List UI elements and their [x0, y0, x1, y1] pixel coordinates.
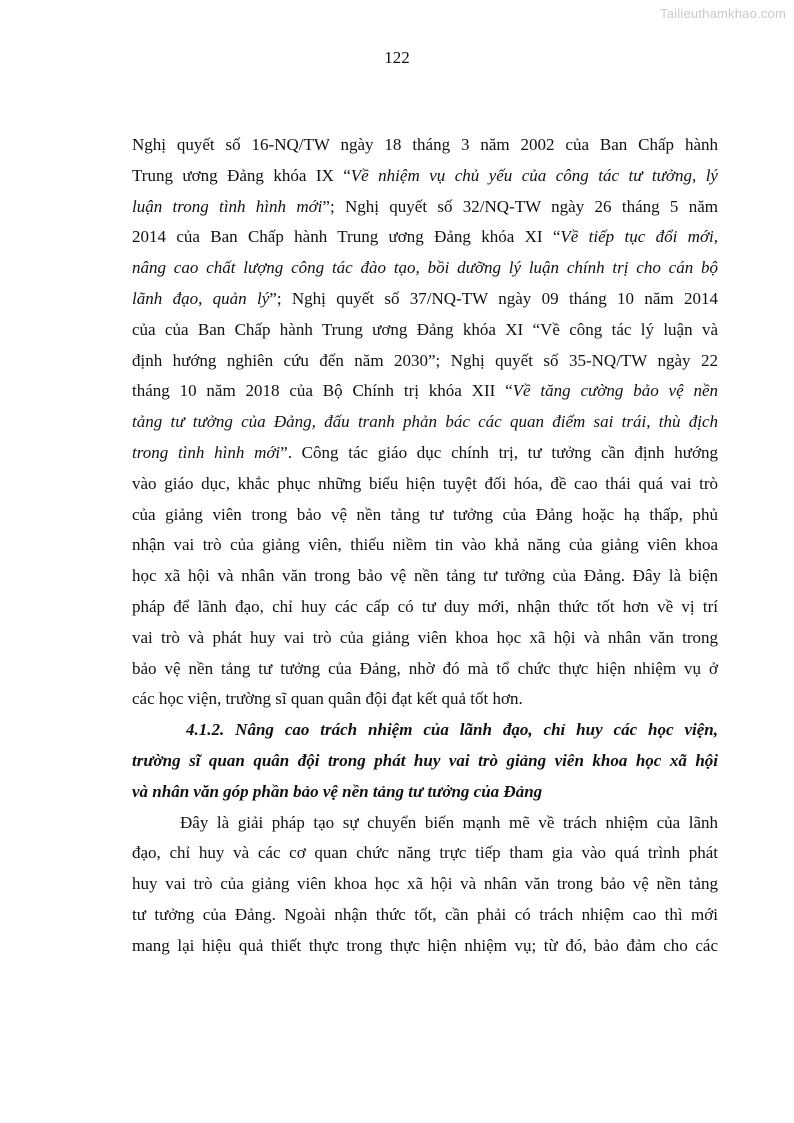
italic-text: Về tăng cường bảo vệ nền: [512, 381, 718, 401]
text-line: [132, 161, 718, 192]
paragraph-1: [132, 130, 718, 715]
text-line: đạo, chỉ huy và các cơ quan chức năng trực tiếp tham gia vào quá trình phát: [132, 843, 718, 863]
text-segment: ”; Nghị quyết số 32/NQ-TW ngày 26 tháng 5 năm: [322, 196, 718, 216]
text-line: [132, 561, 718, 592]
document-body: [132, 130, 718, 962]
text-segment: pháp để lãnh đạo, chỉ huy các cấp có tư duy mới, nhận thức tốt hơn về vị trí: [132, 596, 718, 616]
text-line: [132, 192, 718, 223]
text-line: huy vai trò của giảng viên khoa học xã hội và nhân văn trong bảo vệ nền tảng: [132, 874, 718, 894]
watermark: Tailieuthamkhao.com: [660, 6, 786, 21]
text-line: [132, 130, 718, 161]
text-line: [132, 315, 718, 346]
italic-text: luận trong tình hình mới: [132, 196, 323, 216]
text-segment: bảo vệ nền tảng tư tưởng của Đảng, nhờ đó mà tổ chức thực hiện nhiệm vụ ở: [132, 658, 718, 678]
text-line: Đây là giải pháp tạo sự chuyển biến mạnh mẽ về trách nhiệm của lãnh: [180, 812, 718, 832]
text-line: [132, 623, 718, 654]
text-line: [132, 284, 718, 315]
text-line: [132, 438, 718, 469]
text-line: tư tưởng của Đảng. Ngoài nhận thức tốt, cần phải có trách nhiệm cao thì mới: [132, 904, 718, 924]
italic-text: nâng cao chất lượng công tác đào tạo, bồi dưỡng lý luận chính trị cho cán bộ: [132, 258, 718, 278]
text-line: [132, 500, 718, 531]
heading-line: trường sĩ quan quân đội trong phát huy vai trò giảng viên khoa học xã hội: [132, 750, 718, 770]
italic-text: trong tình hình mới: [132, 442, 281, 462]
italic-text: lãnh đạo, quản lý: [132, 288, 270, 308]
text-line: [132, 253, 718, 284]
text-segment: của của Ban Chấp hành Trung ương Đảng khóa XI “Về công tác lý luận và: [132, 319, 718, 339]
heading-line: 4.1.2. Nâng cao trách nhiệm của lãnh đạo, chỉ huy các học viện,: [186, 720, 718, 740]
text-segment: định hướng nghiên cứu đến năm 2030”; Nghị quyết số 35-NQ/TW ngày 22: [132, 350, 718, 370]
text-line: [132, 654, 718, 685]
text-segment: của giảng viên trong bảo vệ nền tảng tư tưởng của Đảng hoặc hạ thấp, phủ: [132, 504, 718, 524]
text-line: [132, 684, 718, 715]
italic-text: tảng tư tưởng của Đảng, đấu tranh phản bác các quan điểm sai trái, thù địch: [132, 412, 718, 432]
italic-text: Về tiếp tục đổi mới,: [560, 227, 718, 247]
text-line: [132, 592, 718, 623]
text-segment: nhận vai trò của giảng viên, thiếu niềm tin vào khả năng của giảng viên khoa: [132, 535, 718, 555]
text-segment: vai trò và phát huy vai trò của giảng viên khoa học xã hội và nhân văn trong: [132, 627, 718, 647]
text-segment: tháng 10 năm 2018 của Bộ Chính trị khóa XII “: [132, 381, 513, 401]
text-segment: ”; Nghị quyết số 37/NQ-TW ngày 09 tháng 10 năm 2014: [269, 288, 719, 308]
text-segment: ”. Công tác giáo dục chính trị, tư tưởng cần định hướng: [280, 442, 718, 462]
text-line: [132, 222, 718, 253]
text-segment: Nghị quyết số 16-NQ/TW ngày 18 tháng 3 năm 2002 của Ban Chấp hành: [132, 135, 718, 154]
text-line: [132, 407, 718, 438]
text-segment: Trung ương Đảng khóa IX “: [132, 165, 351, 185]
italic-text: Về nhiệm vụ chủ yếu của công tác tư tưởng, lý: [350, 165, 718, 185]
paragraph-2: [132, 808, 718, 962]
page-number: 122: [384, 48, 410, 67]
text-line: [132, 530, 718, 561]
text-segment: 2014 của Ban Chấp hành Trung ương Đảng khóa XI “: [132, 227, 561, 247]
text-segment: vào giáo dục, khắc phục những biểu hiện tuyệt đối hóa, đề cao thái quá vai trò: [132, 473, 718, 493]
heading-line: và nhân văn góp phần bảo vệ nền tảng tư tưởng của Đảng: [132, 781, 543, 801]
text-line: [132, 376, 718, 407]
text-segment: học xã hội và nhân văn trong bảo vệ nền tảng tư tưởng của Đảng. Đây là biện: [132, 566, 718, 586]
text-line: [132, 469, 718, 500]
text-line: [132, 346, 718, 377]
text-segment: các học viện, trường sĩ quan quân đội đạt kết quả tốt hơn.: [132, 689, 523, 709]
text-line: mang lại hiệu quả thiết thực trong thực hiện nhiệm vụ; từ đó, bảo đảm cho các: [132, 935, 718, 955]
section-heading: [132, 715, 718, 807]
